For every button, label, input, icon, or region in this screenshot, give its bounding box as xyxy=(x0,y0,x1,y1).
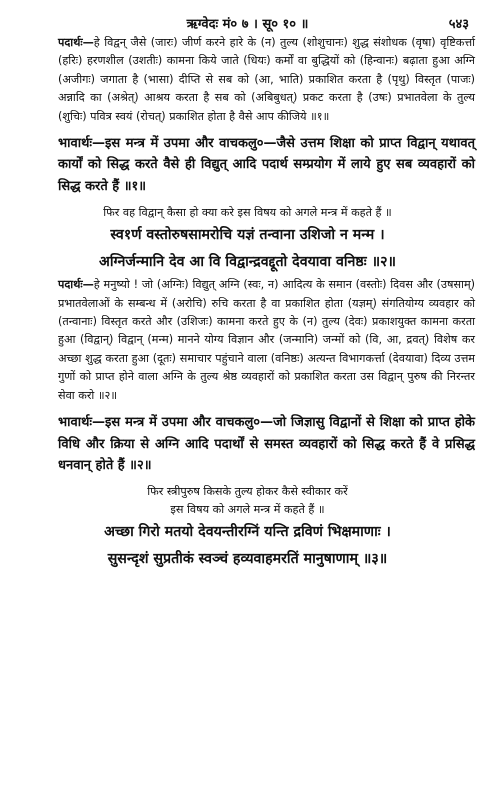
bhavartha-text: इस मन्त्र में उपमा और वाचकलु०—जो जिज्ञासु विद्वानों से शिक्षा को प्राप्त होके विधि और क्रिया से अग्नि आदि पदार्थों से समस्त व्यवहारों को सिद्ध करते हैं वे प्रसिद्ध धनवान् होते हैं ॥२॥ xyxy=(58,415,475,473)
running-title: ऋग्वेदः मं० ७ । सू० १० ॥ xyxy=(186,17,309,32)
topic-intro-1: फिर वह विद्वान् कैसा हो क्या करे इस विषय को अगले मन्त्र में कहते हैं ॥ xyxy=(103,206,392,220)
padartha-label: पदार्थः— xyxy=(58,36,94,49)
mantra-line: सुसन्दृशं सुप्रतीकं स्वञ्चं हव्यवाहमरतिं मानुषाणाम् ॥३॥ xyxy=(107,551,388,568)
bhavartha-section-2 xyxy=(20,412,475,476)
topic-intro-line: फिर स्त्रीपुरुष किसके तुल्य होकर कैसे स्वीकार करें xyxy=(147,485,348,499)
padartha-section-2 xyxy=(20,276,475,405)
padartha-text: हे विद्वन् जैसे (जारः) जीर्ण करने हारे के (न) तुल्य (शोशुचानः) शुद्ध संशोधक (वृषा) वृष्टिकर्त्ता (हरिः) हरणशील (उशतीः) कामना किये जाते (धियः) कर्मों वा बुद्धियों को (हिन्वानः) बढ़ाता हुआ अग्नि (अजीगः) जगाता है (भासा) दीप्ति से सब को (आ, भाति) प्रकाशित करता है (पृथु) विस्तृत (पाजः) अन्नादि का (अश्रेत्) आश्रय करता है सब को (अबिबुधत्) प्रकट करता है (उषः) प्रभातवेला के तुल्य (शुचिः) पवित्र स्वयं (रोचत्) प्रकाशित होता है वैसे आप कीजिये ॥१॥ xyxy=(58,36,475,123)
topic-intro-line: इस विषय को अगले मन्त्र में कहते हैं ॥ xyxy=(170,503,325,517)
bhavartha-paragraph-1 xyxy=(20,133,475,197)
padartha-paragraph-1 xyxy=(20,34,475,126)
padartha-label: पदार्थः— xyxy=(58,278,94,292)
mantra-block-2 xyxy=(20,222,475,276)
padartha-text: हे मनुष्यो ! जो (अग्निः) विद्युत् अग्नि (स्वः, न) आदित्य के समान (वस्तोः) दिवस और (उषसाम्) प्रभातवेलाओं के सम्बन्ध में (अरोचि) रुचि करता है वा प्रकाशित होता (यज्ञम्) संगतियोग्य व्यवहार को (तन्वानाः) विस्तृत करते और (उशिजः) कामना करते हुए के (न) तुल्य (देवः) प्रकाशयुक्त कामना करता हुआ (विद्वान्) विद्वान् (मन्म) मानने योग्य विज्ञान और (जन्मानि) जन्मों को (वि, आ, द्रवत्) विशेष कर अच्छा शुद्ध करता हुआ (दूतः) समाचार पहुंचाने वाला (वनिष्ठः) अत्यन्त विभागकर्त्ता (देवयावा) दिव्य उत्तम गुणों को प्राप्त होने वाला अग्नि के तुल्य श्रेष्ठ व्यवहारों को प्रकाशित करता उस विद्वान् पुरुष की निरन्तर सेवा करो ॥२॥ xyxy=(58,278,475,402)
mantra-line: अच्छा गिरो मतयो देवयन्तीरग्निं यन्ति द्रविणं भिक्षमाणाः । xyxy=(104,524,391,541)
mantra-line: स्व१र्ण वस्तोरुषसामरोचि यज्ञं तन्वाना उशिजो न मन्म । xyxy=(110,227,385,244)
topic-intro-2 xyxy=(20,483,475,519)
padartha-paragraph-2 xyxy=(20,276,475,405)
bhavartha-paragraph-2 xyxy=(20,412,475,476)
bhavartha-label: भावार्थः— xyxy=(58,136,106,152)
bhavartha-text: इस मन्त्र में उपमा और वाचकलु०—जैसे उत्तम शिक्षा को प्राप्त विद्वान् यथावत् कार्यों को सिद्ध करते वैसे ही विद्युत् आदि पदार्थ सम्प्रयोग में लाये हुए सब व्यवहारों को सिद्ध करते हैं ॥१॥ xyxy=(58,136,475,194)
page-header xyxy=(20,8,475,34)
padartha-section-1 xyxy=(20,34,475,126)
mantra-line: अग्निर्जन्मानि देव आ वि विद्वान्द्रवद्दूतो देवयावा वनिष्ठः ॥२॥ xyxy=(99,254,396,271)
page-number: ५४३ xyxy=(448,17,469,32)
bhavartha-section-1 xyxy=(20,133,475,197)
bhavartha-label: भावार्थः— xyxy=(58,415,106,431)
mantra-block-3 xyxy=(20,519,475,573)
